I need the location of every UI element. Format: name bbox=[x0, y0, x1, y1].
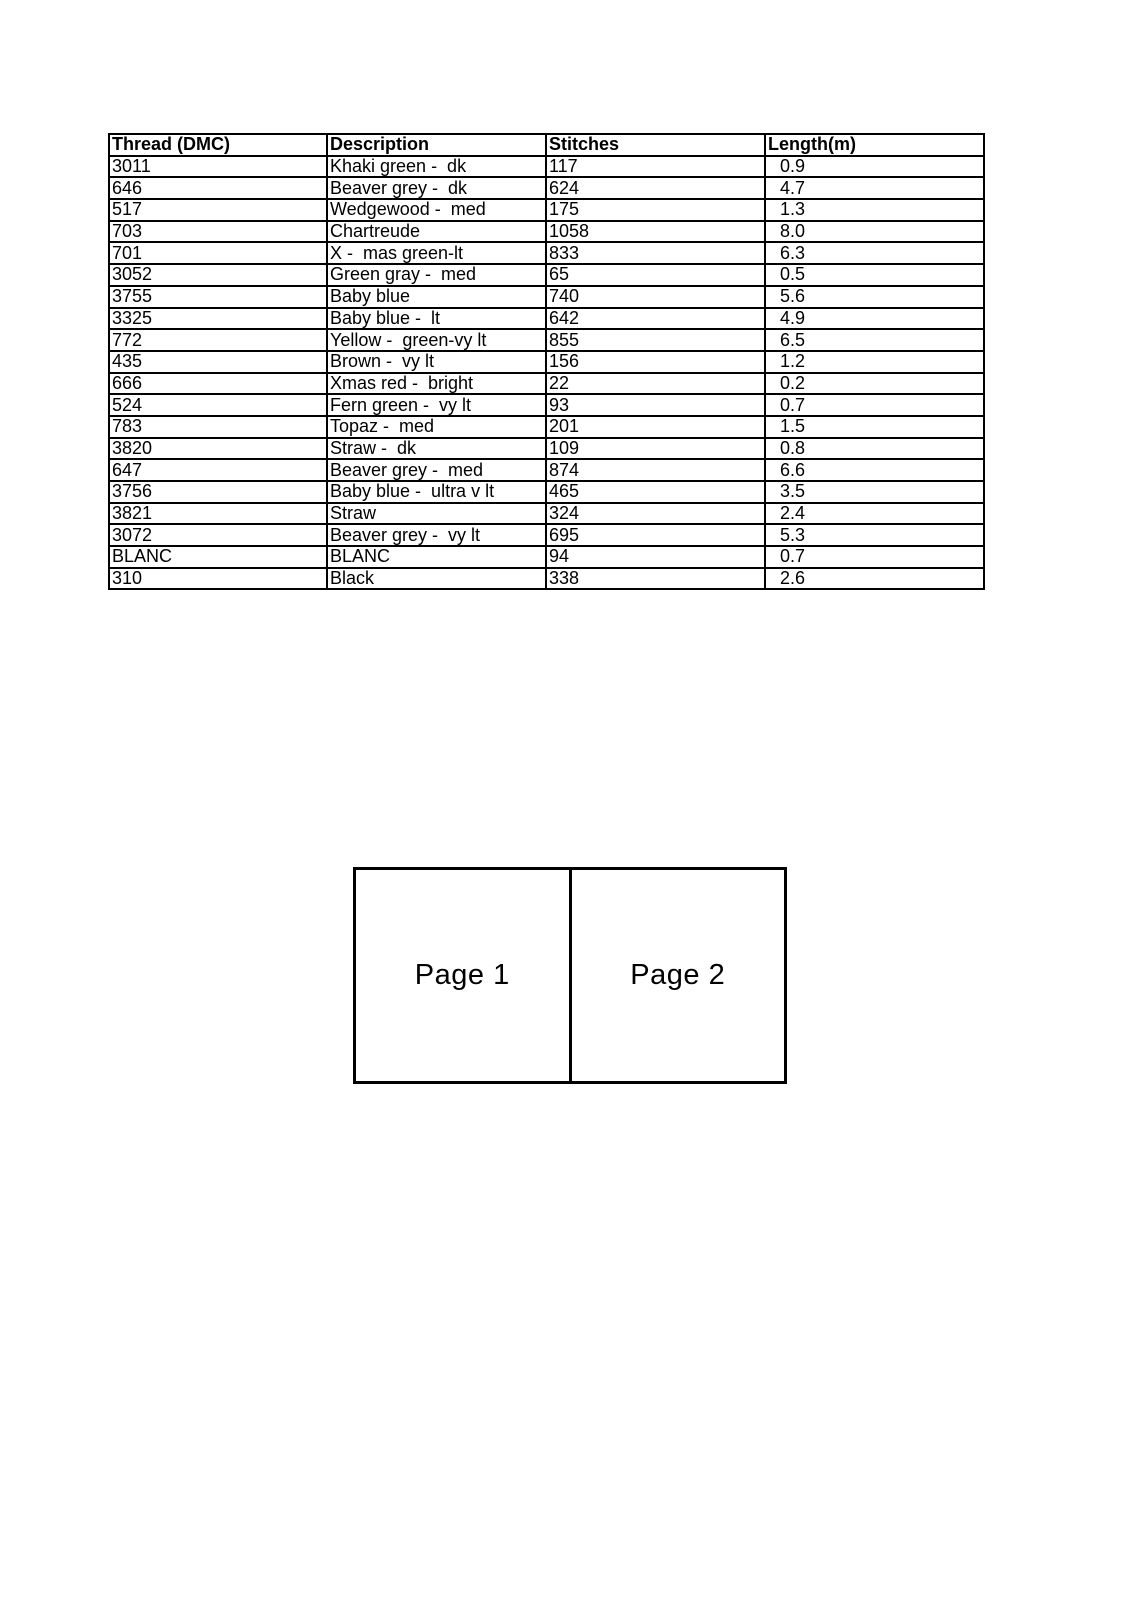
thread-cell: 3821 bbox=[109, 503, 327, 525]
table-row bbox=[109, 503, 984, 525]
description-cell: Straw - dk bbox=[327, 438, 546, 460]
length-cell: 2.6 bbox=[765, 568, 984, 590]
length-cell: 0.7 bbox=[765, 394, 984, 416]
thread-cell: 3820 bbox=[109, 438, 327, 460]
header-length: Length(m) bbox=[765, 134, 984, 156]
table-row bbox=[109, 177, 984, 199]
table-header-row bbox=[109, 134, 984, 156]
description-cell: Topaz - med bbox=[327, 416, 546, 438]
thread-cell: 3072 bbox=[109, 524, 327, 546]
description-cell: Beaver grey - vy lt bbox=[327, 524, 546, 546]
table-row bbox=[109, 351, 984, 373]
length-cell: 4.7 bbox=[765, 177, 984, 199]
stitches-cell: 833 bbox=[546, 242, 765, 264]
thread-cell: 772 bbox=[109, 329, 327, 351]
thread-cell: 517 bbox=[109, 199, 327, 221]
table-row bbox=[109, 481, 984, 503]
length-cell: 0.8 bbox=[765, 438, 984, 460]
thread-cell: 310 bbox=[109, 568, 327, 590]
description-cell: Baby blue - ultra v lt bbox=[327, 481, 546, 503]
table-row bbox=[109, 264, 984, 286]
stitches-cell: 465 bbox=[546, 481, 765, 503]
length-cell: 0.2 bbox=[765, 373, 984, 395]
description-cell: BLANC bbox=[327, 546, 546, 568]
page-1-box: Page 1 bbox=[414, 959, 510, 991]
length-cell: 0.9 bbox=[765, 156, 984, 178]
length-cell: 1.2 bbox=[765, 351, 984, 373]
description-cell: Xmas red - bright bbox=[327, 373, 546, 395]
description-cell: Beaver grey - med bbox=[327, 459, 546, 481]
stitches-cell: 695 bbox=[546, 524, 765, 546]
table-row bbox=[109, 308, 984, 330]
table-row bbox=[109, 199, 984, 221]
description-cell: Wedgewood - med bbox=[327, 199, 546, 221]
description-cell: Green gray - med bbox=[327, 264, 546, 286]
stitches-cell: 117 bbox=[546, 156, 765, 178]
stitches-cell: 201 bbox=[546, 416, 765, 438]
length-cell: 0.7 bbox=[765, 546, 984, 568]
stitches-cell: 324 bbox=[546, 503, 765, 525]
table-row bbox=[109, 221, 984, 243]
length-cell: 4.9 bbox=[765, 308, 984, 330]
header-thread: Thread (DMC) bbox=[109, 134, 327, 156]
length-cell: 3.5 bbox=[765, 481, 984, 503]
description-cell: Baby blue bbox=[327, 286, 546, 308]
description-cell: Brown - vy lt bbox=[327, 351, 546, 373]
stitches-cell: 109 bbox=[546, 438, 765, 460]
stitches-cell: 65 bbox=[546, 264, 765, 286]
stitches-cell: 874 bbox=[546, 459, 765, 481]
stitches-cell: 94 bbox=[546, 546, 765, 568]
page-layout-diagram bbox=[353, 867, 787, 1084]
table-row bbox=[109, 459, 984, 481]
thread-table bbox=[108, 133, 985, 590]
table-row bbox=[109, 524, 984, 546]
table-body bbox=[109, 156, 984, 590]
thread-cell: 783 bbox=[109, 416, 327, 438]
thread-cell: 3052 bbox=[109, 264, 327, 286]
length-cell: 6.5 bbox=[765, 329, 984, 351]
page-2-box: Page 2 bbox=[569, 870, 785, 1081]
description-cell: Fern green - vy lt bbox=[327, 394, 546, 416]
thread-cell: 3756 bbox=[109, 481, 327, 503]
table-row bbox=[109, 286, 984, 308]
thread-cell: 3011 bbox=[109, 156, 327, 178]
table-row bbox=[109, 416, 984, 438]
thread-cell: 3325 bbox=[109, 308, 327, 330]
stitches-cell: 855 bbox=[546, 329, 765, 351]
length-cell: 6.3 bbox=[765, 242, 984, 264]
description-cell: Beaver grey - dk bbox=[327, 177, 546, 199]
thread-cell: 666 bbox=[109, 373, 327, 395]
thread-cell: 701 bbox=[109, 242, 327, 264]
header-stitches: Stitches bbox=[546, 134, 765, 156]
table-row bbox=[109, 156, 984, 178]
thread-cell: 703 bbox=[109, 221, 327, 243]
header-description: Description bbox=[327, 134, 546, 156]
description-cell: Yellow - green-vy lt bbox=[327, 329, 546, 351]
length-cell: 5.6 bbox=[765, 286, 984, 308]
stitches-cell: 624 bbox=[546, 177, 765, 199]
thread-cell: 646 bbox=[109, 177, 327, 199]
length-cell: 2.4 bbox=[765, 503, 984, 525]
thread-cell: 435 bbox=[109, 351, 327, 373]
length-cell: 0.5 bbox=[765, 264, 984, 286]
stitches-cell: 175 bbox=[546, 199, 765, 221]
stitches-cell: 338 bbox=[546, 568, 765, 590]
table-row bbox=[109, 394, 984, 416]
description-cell: Chartreude bbox=[327, 221, 546, 243]
thread-cell: 647 bbox=[109, 459, 327, 481]
length-cell: 8.0 bbox=[765, 221, 984, 243]
table-row bbox=[109, 242, 984, 264]
length-cell: 1.5 bbox=[765, 416, 984, 438]
stitches-cell: 93 bbox=[546, 394, 765, 416]
description-cell: Black bbox=[327, 568, 546, 590]
stitches-cell: 1058 bbox=[546, 221, 765, 243]
length-cell: 5.3 bbox=[765, 524, 984, 546]
stitches-cell: 22 bbox=[546, 373, 765, 395]
table-row bbox=[109, 438, 984, 460]
description-cell: Khaki green - dk bbox=[327, 156, 546, 178]
table-row bbox=[109, 546, 984, 568]
thread-cell: BLANC bbox=[109, 546, 327, 568]
stitches-cell: 156 bbox=[546, 351, 765, 373]
table-row bbox=[109, 329, 984, 351]
thread-cell: 3755 bbox=[109, 286, 327, 308]
description-cell: X - mas green-lt bbox=[327, 242, 546, 264]
length-cell: 6.6 bbox=[765, 459, 984, 481]
stitches-cell: 740 bbox=[546, 286, 765, 308]
description-cell: Baby blue - lt bbox=[327, 308, 546, 330]
table-row bbox=[109, 373, 984, 395]
description-cell: Straw bbox=[327, 503, 546, 525]
stitches-cell: 642 bbox=[546, 308, 765, 330]
table-row bbox=[109, 568, 984, 590]
thread-cell: 524 bbox=[109, 394, 327, 416]
length-cell: 1.3 bbox=[765, 199, 984, 221]
